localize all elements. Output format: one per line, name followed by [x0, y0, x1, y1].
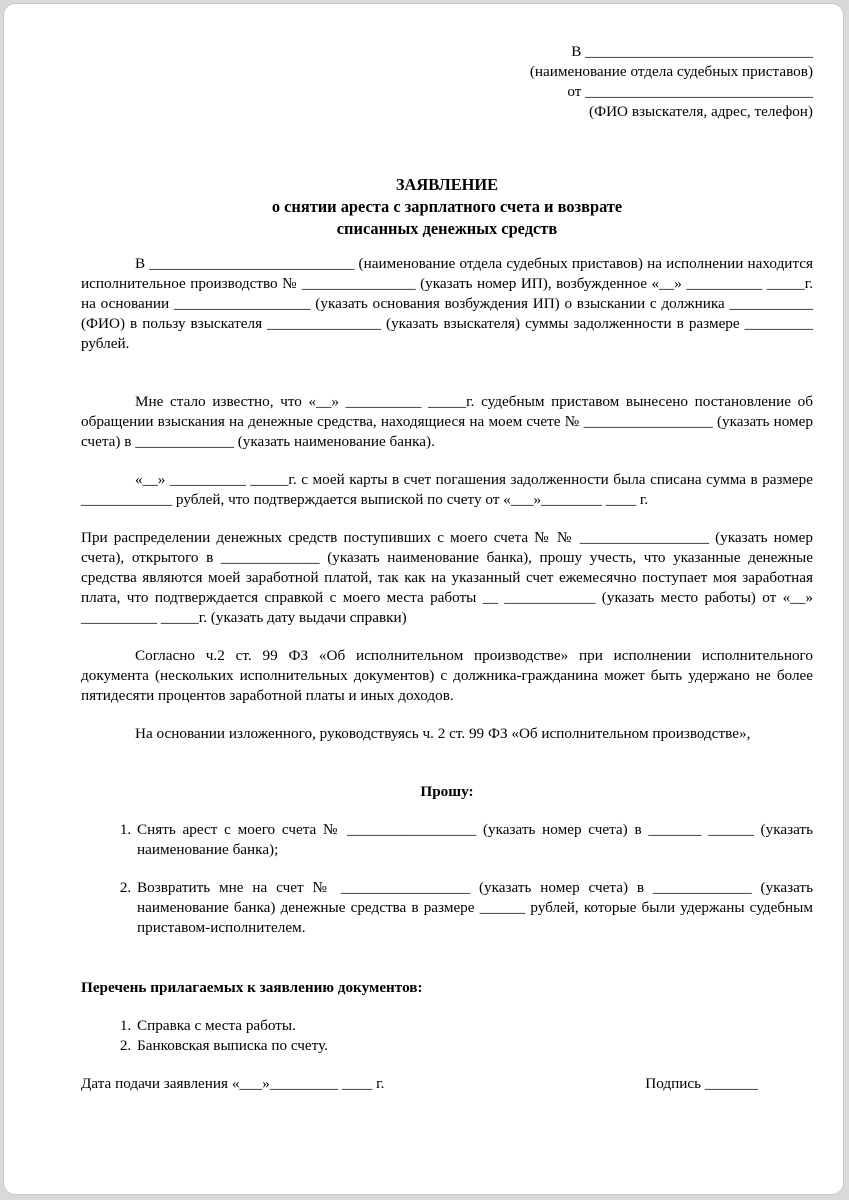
document-title: ЗАЯВЛЕНИЕ: [395, 175, 499, 194]
request-list: [81, 820, 813, 938]
request-heading: Прошу:: [420, 783, 474, 800]
submission-date: Дата подачи заявления «___»_________ ____ г.: [81, 1075, 385, 1092]
paragraph-decree: Мне стало известно, что «__» __________ _____г. судебным приставом вынесено постановление об обращении взыскания на денежные средства, находящиеся на моем счете № _________________ (указать номер счета) в _____________ (указать наименование банка).: [81, 393, 813, 450]
request-item: 2. Возвратить мне на счет № _________________ (указать номер счета) в _____________ (указать наименование банка) денежные средства в размере ______ рублей, которые были удержаны судебным приставом-исполнителем.: [135, 878, 813, 938]
paragraph-writeoff: «__» __________ _____г. с моей карты в счет погашения задолженности была списана сумма в размере ____________ рублей, что подтверждается выпиской по счету от «___»________ ____ г.: [81, 471, 813, 508]
attachments-heading: Перечень прилагаемых к заявлению документов:: [81, 979, 423, 996]
document-page: [3, 3, 844, 1195]
paragraph-basis: На основании изложенного, руководствуясь ч. 2 ст. 99 ФЗ «Об исполнительном производстве»,: [135, 725, 751, 742]
attachments-list: [81, 1016, 813, 1056]
document-content: [81, 42, 813, 1094]
document-subtitle-2: списанных денежных средств: [336, 219, 558, 238]
paragraph-law: Согласно ч.2 ст. 99 ФЗ «Об исполнительном производстве» при исполнении исполнительного документа (нескольких исполнительных документов) с должника-гражданина может быть удержано не более пятидесяти процентов заработной платы и иных доходов.: [81, 647, 813, 704]
document-subtitle-1: о снятии ареста с зарплатного счета и возврате: [271, 197, 623, 216]
paragraph-proceedings: В ___________________________ (наименование отдела судебных приставов) на исполнении находится исполнительное производство № _______________ (указать номер ИП), возбужденное «__» __________ _____г. на основании __________________ (указать основания возбуждения ИП) о взыскании с должника ___________ (ФИО) в пользу взыскателя _______________ (указать взыскателя) суммы задолженности в размере _________ рублей.: [81, 255, 813, 352]
addressee-hint: (наименование отдела судебных приставов): [529, 63, 813, 80]
footer-row: [81, 1074, 813, 1094]
paragraph-salary: При распределении денежных средств поступивших с моего счета № № _________________ (указать номер счета), открытого в _____________ (указать наименование банка), прошу учесть, что указанные денежные средства являются моей заработной платой, так как на указанный счет ежемесячно поступает моя заработная плата, что подтверждается справкой с моего места работы __ ____________ (указать место работы) от «__» __________ _____г. (указать дату выдачи справки): [81, 529, 813, 626]
request-item: 1. Снять арест с моего счета № _________________ (указать номер счета) в _______ ______ (указать наименование банка);: [135, 820, 813, 860]
addressee-line: В ______________________________: [571, 43, 813, 60]
attachment-item: 2. Банковская выписка по счету.: [135, 1036, 813, 1056]
signature: Подпись _______: [645, 1075, 758, 1092]
sender-line: от ______________________________: [567, 83, 813, 100]
sender-hint: (ФИО взыскателя, адрес, телефон): [589, 103, 813, 120]
attachment-item: 1. Справка с места работы.: [135, 1016, 813, 1036]
